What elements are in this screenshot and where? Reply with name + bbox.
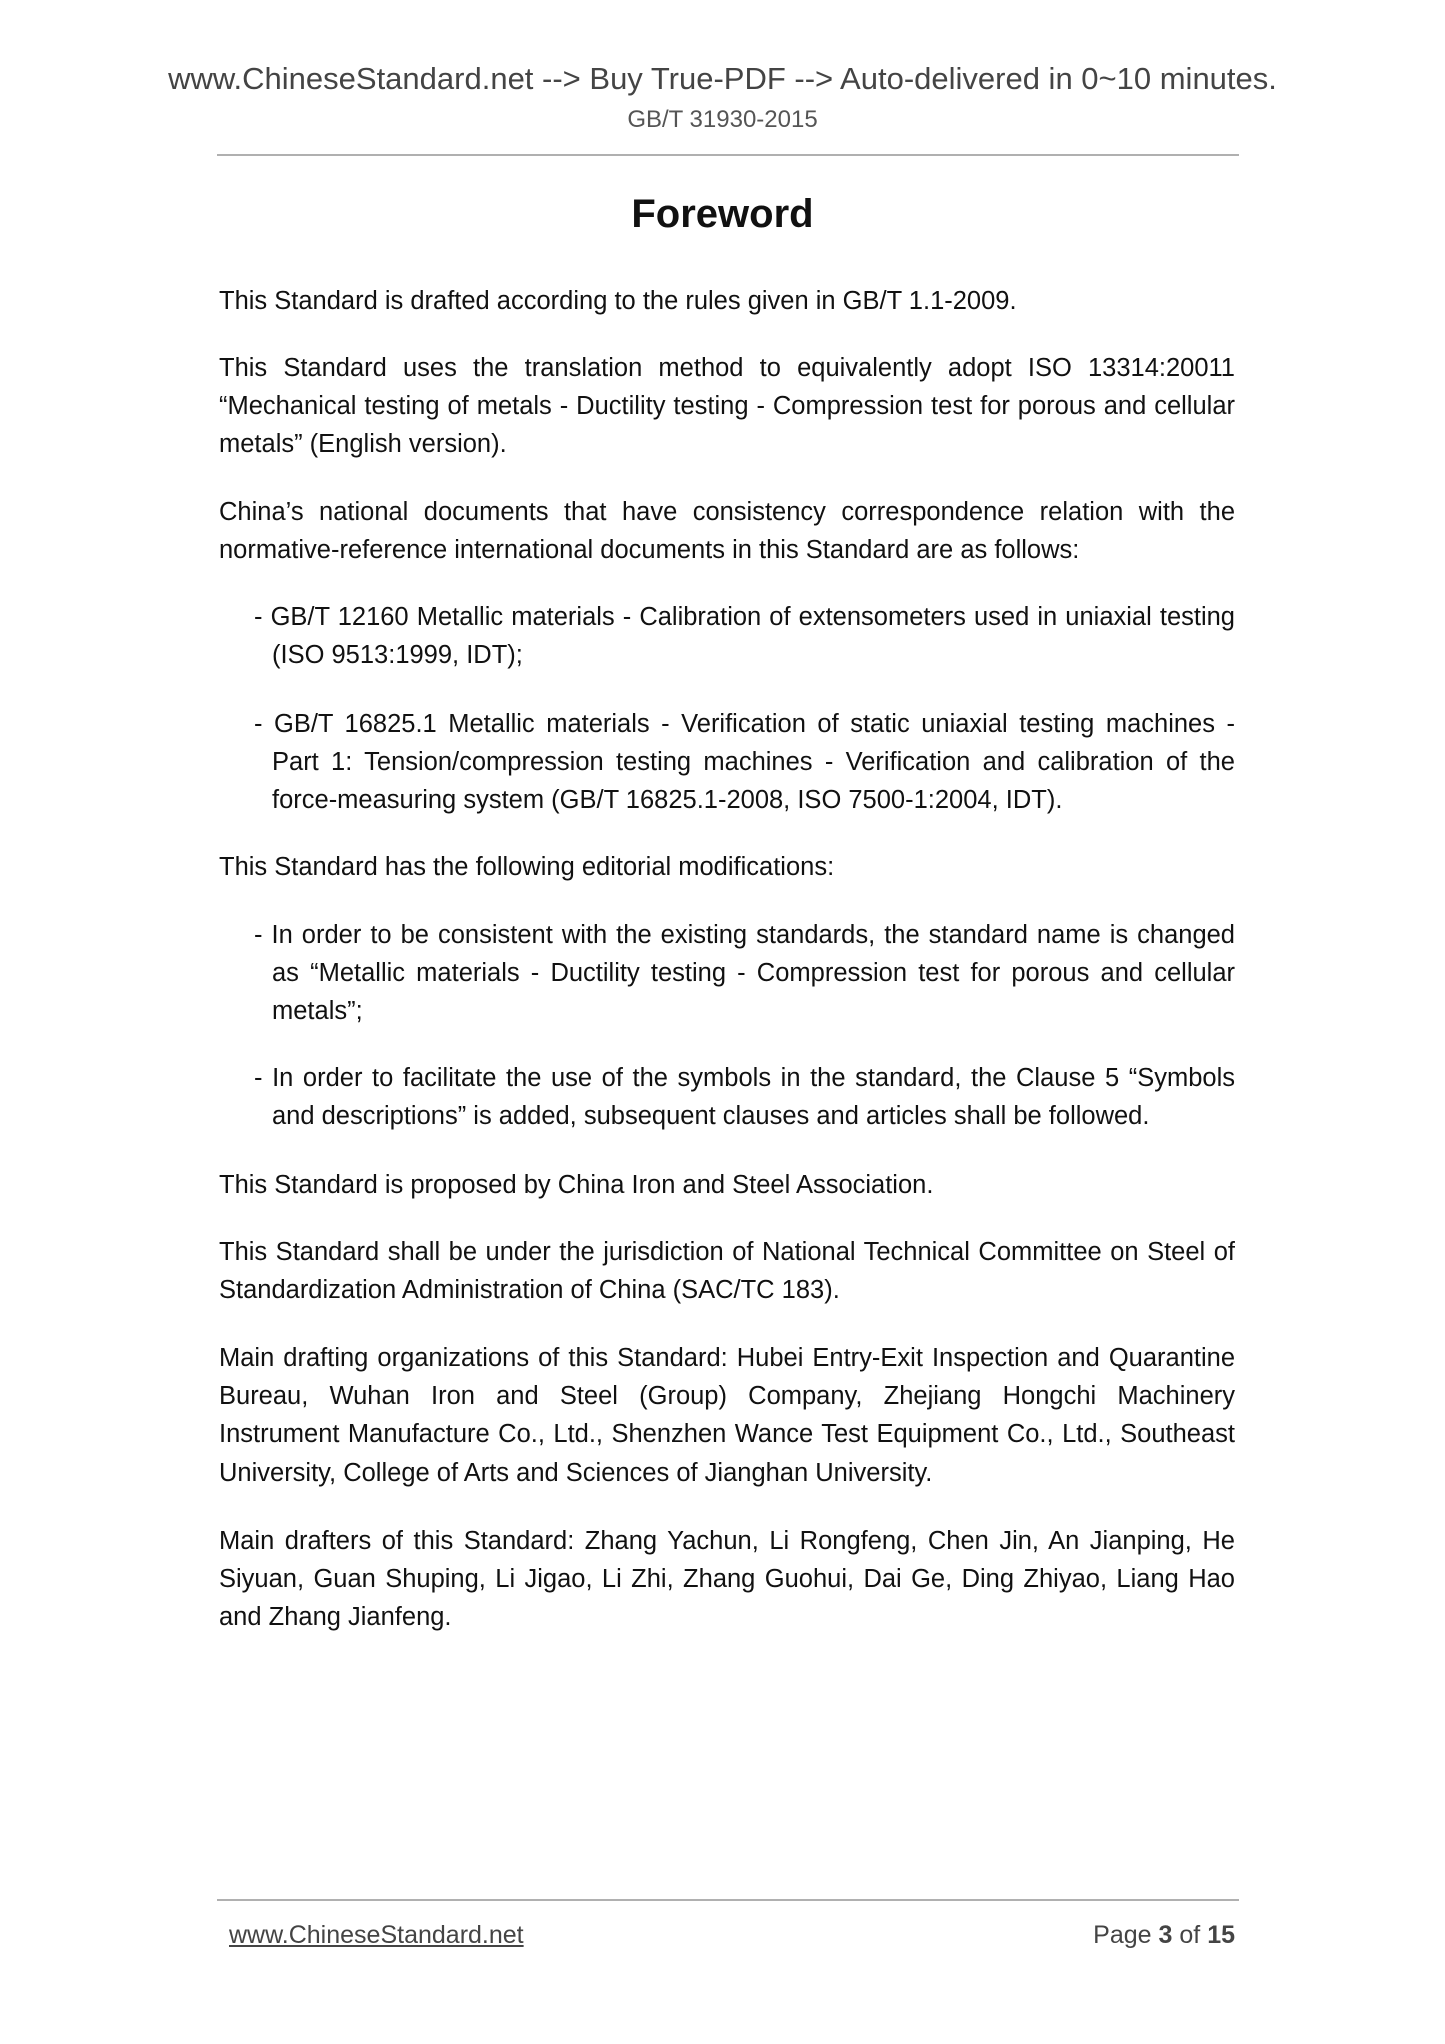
page-number [1093,1921,1235,1950]
footer-divider [217,1899,1239,1901]
header-divider [217,154,1239,156]
page-prefix: Page [1093,1921,1152,1949]
standard-code: GB/T 31930-2015 [627,106,818,133]
page-title: Foreword [631,192,814,236]
list-item-reference: - GB/T 16825.1 Metallic materials - Verification of static uniaxial testing machines - Part 1: Tension/compression testing machines - Verification and calibration of the force-measuring system (GB/T 16825.1-2008, ISO 7500-1:2004, IDT). [254,710,1235,815]
page-current: 3 [1158,1921,1173,1949]
paragraph-proposed-by: This Standard is proposed by China Iron and Steel Association. [219,1171,934,1199]
footer-website-link[interactable]: www.ChineseStandard.net [229,1921,524,1949]
paragraph-translation-method: This Standard uses the translation method to equivalently adopt ISO 13314:20011 “Mechanical testing of metals - Ductility testing - Compression test for porous and cellular metals” (English version). [219,354,1235,459]
page-of: of [1179,1921,1201,1949]
header-banner: www.ChineseStandard.net --> Buy True-PDF --> Auto-delivered in 0~10 minutes. [168,61,1277,96]
list-item-reference: - GB/T 12160 Metallic materials - Calibration of extensometers used in uniaxial testing (ISO 9513:1999, IDT); [254,603,1235,670]
paragraph-editorial-modifications: This Standard has the following editorial modifications: [219,853,835,881]
paragraph-jurisdiction: This Standard shall be under the jurisdiction of National Technical Committee on Steel of Standardization Administration of China (SAC/TC 183). [219,1238,1235,1305]
list-item-modification: - In order to be consistent with the existing standards, the standard name is changed as “Metallic materials - Ductility testing - Compression test for porous and cellular metals”; [254,921,1235,1026]
paragraph-drafters: Main drafters of this Standard: Zhang Yachun, Li Rongfeng, Chen Jin, An Jianping, He Siyuan, Guan Shuping, Li Jigao, Li Zhi, Zhang Guohui, Dai Ge, Ding Zhiyao, Liang Hao and Zhang Jianfeng. [219,1527,1235,1632]
paragraph-drafting-organizations: Main drafting organizations of this Standard: Hubei Entry-Exit Inspection and Quarantine Bureau, Wuhan Iron and Steel (Group) Company, Zhejiang Hongchi Machinery Instrument Manufacture Co., Ltd., Shenzhen Wance Test Equipment Co., Ltd., Southeast University, College of Arts and Sciences of Jianghan University. [219,1344,1235,1487]
paragraph-national-documents: China’s national documents that have consistency correspondence relation with the normative-reference international documents in this Standard are as follows: [219,498,1235,565]
list-item-modification: - In order to facilitate the use of the symbols in the standard, the Clause 5 “Symbols and descriptions” is added, subsequent clauses and articles shall be followed. [254,1064,1235,1131]
page-total: 15 [1207,1921,1235,1949]
paragraph-drafting-rules: This Standard is drafted according to the rules given in GB/T 1.1-2009. [219,287,1017,315]
